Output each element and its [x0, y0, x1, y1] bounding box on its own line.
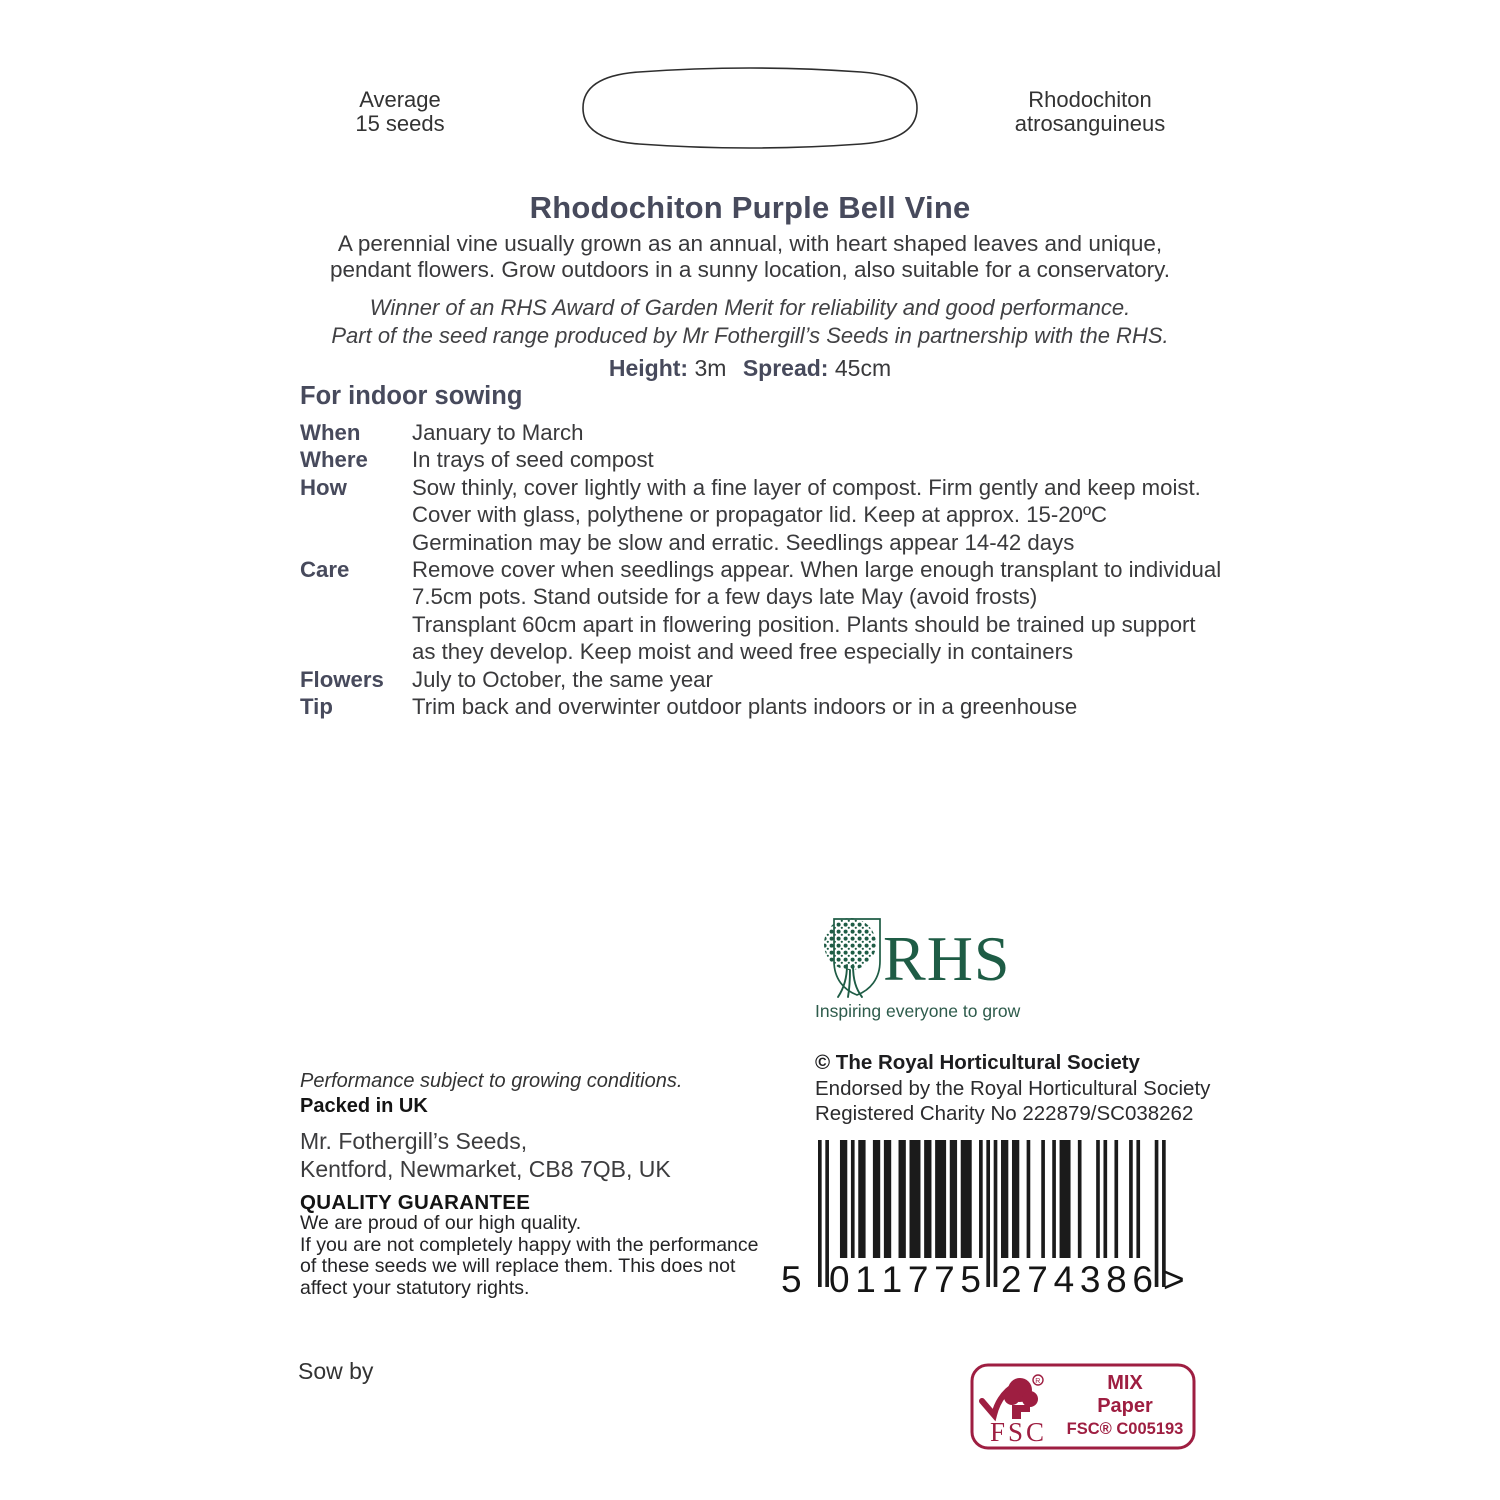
sowing-row-text: In trays of seed compost [412, 447, 654, 473]
barcode-lead-digit: 5 [781, 1259, 802, 1300]
rhs-award-note [150, 294, 1350, 349]
fsc-wordmark: FSC [990, 1417, 1048, 1447]
sowing-row [300, 693, 1225, 720]
fsc-text-block [1066, 1372, 1184, 1441]
latin-name [990, 88, 1190, 136]
sowing-row-text: Remove cover when seedlings appear. When large enough transplant to individual 7.5cm pots. Stand outside for a few days late May (avoid frosts) Transplant 60cm apart in flowering position. Plants should be trained up support as they develop. Keep moist and weed free especially in containers [412, 557, 1222, 665]
sowing-row [300, 419, 1225, 446]
seed-count-line1: Average [359, 87, 441, 112]
sowing-row-text: Sow thinly, cover lightly with a fine layer of compost. Firm gently and keep moist. Cover with glass, polythene or propagator lid. Keep at approx. 15-20ºC Germination may be slow and erratic. Seedlings appear 14-42 days [412, 474, 1201, 555]
sowing-row-label: Tip [300, 694, 333, 720]
barcode-suffix: > [1163, 1259, 1185, 1300]
fsc-paper: Paper [1097, 1395, 1153, 1417]
height-label: Height: [608, 355, 689, 381]
rhs-award-line1: Winner of an RHS Award of Garden Merit for reliability and good performance. [369, 295, 1131, 320]
rhs-copyright-block [815, 1050, 1210, 1127]
barcode-group1: 0 1 1 7 7 5 [829, 1259, 981, 1300]
variety-title: Rhodochiton Purple Bell Vine [529, 190, 971, 225]
sowing-row [300, 474, 1225, 556]
rhs-tree-canopy-icon [824, 918, 876, 970]
seed-count-line2: 15 seeds [355, 111, 445, 136]
height-value: 3m [694, 355, 727, 381]
height-spread [0, 355, 1500, 382]
sowing-row-label: Care [300, 557, 350, 583]
latin-name-line2: atrosanguineus [1014, 111, 1166, 136]
rhs-copyright: © The Royal Horticultural Society [815, 1051, 1140, 1074]
rhs-award-line2: Part of the seed range produced by Mr Fothergill’s Seeds in partnership with the RHS. [331, 322, 1169, 348]
performance-note: Performance subject to growing conditions. [300, 1070, 683, 1092]
sowing-row-text: July to October, the same year [412, 666, 713, 692]
sowing-row-label: Where [300, 447, 368, 473]
sowing-row [300, 446, 1225, 473]
sowing-row [300, 666, 1225, 693]
packed-in-uk: Packed in UK [300, 1095, 428, 1117]
sowing-heading: For indoor sowing [300, 382, 523, 410]
fsc-licence: FSC® C005193 [1066, 1420, 1184, 1438]
sowing-row-label: When [300, 420, 361, 445]
fsc-mix: MIX [1107, 1372, 1143, 1394]
sowing-row [300, 556, 1225, 666]
spread-label: Spread: [742, 355, 829, 381]
rhs-tagline: Inspiring everyone to grow [815, 1001, 1021, 1021]
rhs-charity-number: Registered Charity No 222879/SC038262 [815, 1102, 1194, 1125]
company-address [300, 1127, 671, 1183]
sow-by-label: Sow by [298, 1358, 374, 1384]
address-line1: Mr. Fothergill’s Seeds, [300, 1128, 528, 1154]
latin-name-line1: Rhodochiton [1028, 87, 1152, 112]
spread-value: 45cm [834, 355, 892, 381]
rhs-wordmark: RHS [883, 923, 1010, 994]
barcode [775, 1140, 1195, 1300]
rhs-endorsed: Endorsed by the Royal Horticultural Society [815, 1076, 1211, 1100]
sowing-row-text: January to March [412, 420, 584, 445]
sowing-table [300, 419, 1225, 720]
sowing-row-label: How [300, 474, 347, 500]
quality-guarantee-heading: QUALITY GUARANTEE [300, 1191, 531, 1214]
variety-description: A perennial vine usually grown as an annual, with heart shaped leaves and unique, pendant flowers. Grow outdoors in a sunny location, also suitable for a conservatory. [329, 231, 1171, 282]
hang-slot-outline [577, 63, 923, 153]
barcode-group2: 2 7 4 3 8 6 [1001, 1259, 1153, 1300]
fsc-label [970, 1363, 1196, 1450]
address-line2: Kentford, Newmarket, CB8 7QB, UK [300, 1156, 671, 1182]
sowing-row-text: Trim back and overwinter outdoor plants indoors or in a greenhouse [412, 694, 1078, 720]
svg-text:R: R [1035, 1378, 1041, 1385]
quality-guarantee-text: We are proud of our high quality. If you are not completely happy with the performance of these seeds we will replace them. This does not affect your statutory rights. [300, 1212, 759, 1299]
seed-count [335, 88, 465, 136]
sowing-row-label: Flowers [300, 666, 384, 692]
